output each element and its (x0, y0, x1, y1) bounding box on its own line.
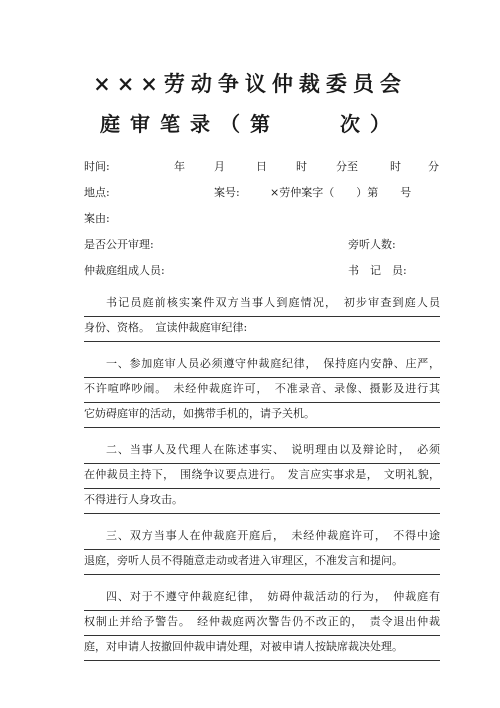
place-label: 地点: (84, 186, 110, 199)
minute-to-label: 分至 (336, 160, 358, 173)
paragraph-2 (84, 353, 440, 428)
discipline-text (84, 292, 440, 672)
paragraph-5 (84, 586, 440, 661)
public-label: 是否公开审理: (84, 238, 154, 251)
header-fields (84, 158, 440, 288)
text-line: 它妨碍庭审的活动，如携带手机的，请予关机。 (84, 403, 440, 428)
text-line: 一、参加庭审人员必须遵守仲裁庭纪律， 保持庭内安静、庄严， (84, 353, 440, 378)
text-line: 二、当事人及代理人在陈述事实、 说明理由以及辩论时， 必须 (84, 439, 440, 464)
audience-label: 旁听人数: (348, 238, 396, 251)
text-line: 三、双方当事人在仲裁庭开庭后， 未经仲裁庭许可， 不得中途 (84, 525, 440, 550)
hour2-label: 时 (390, 160, 401, 173)
hour-label: 时 (296, 160, 307, 173)
text-line: 权制止并给予警告。 经仲裁庭两次警告仍不改正的， 责令退出仲裁 (84, 611, 440, 636)
month-label: 月 (214, 160, 225, 173)
year-label: 年 (174, 160, 185, 173)
paragraph-3 (84, 439, 440, 514)
text-line: 不得进行人身攻击。 (84, 489, 440, 514)
minute2-label: 分 (428, 160, 439, 173)
text-line: 书记员庭前核实案件双方当事人到庭情况， 初步审查到庭人员 (84, 292, 440, 317)
cause-row (84, 210, 440, 236)
text-line: 庭，对申请人按撤回仲裁申请处理，对被申请人按缺席裁决处理。 (84, 636, 440, 661)
record-title: 庭审笔录（第 次） (100, 112, 400, 136)
paragraph-4 (84, 525, 440, 575)
clerk-label: 书 记 员: (348, 264, 407, 277)
case-no-label: 案号: (214, 186, 240, 199)
case-number: ×劳仲案字（ ）第 号 (270, 186, 412, 199)
time-row (84, 158, 440, 184)
place-row (84, 184, 440, 210)
tribunal-row (84, 262, 440, 288)
committee-title: ×××劳动争议仲裁委员会 (93, 71, 407, 96)
text-line: 在仲裁员主持下， 围绕争议要点进行。 发言应实事求是， 文明礼貌， (84, 464, 440, 489)
text-line: 四、对于不遵守仲裁庭纪律， 妨碍仲裁活动的行为， 仲裁庭有 (84, 586, 440, 611)
paragraph-1 (84, 292, 440, 342)
public-row (84, 236, 440, 262)
cause-label: 案由: (84, 212, 110, 225)
text-line: 退庭，旁听人员不得随意走动或者进入审理区，不准发言和提问。 (84, 550, 440, 575)
time-label: 时间: (84, 160, 110, 173)
text-line: 不许喧哗吵闹。 未经仲裁庭许可， 不准录音、录像、摄影及进行其 (84, 378, 440, 403)
text-line: 身份、资格。 宣读仲裁庭审纪律: (84, 317, 440, 342)
day-label: 日 (256, 160, 267, 173)
tribunal-label: 仲裁庭组成人员: (84, 264, 165, 277)
